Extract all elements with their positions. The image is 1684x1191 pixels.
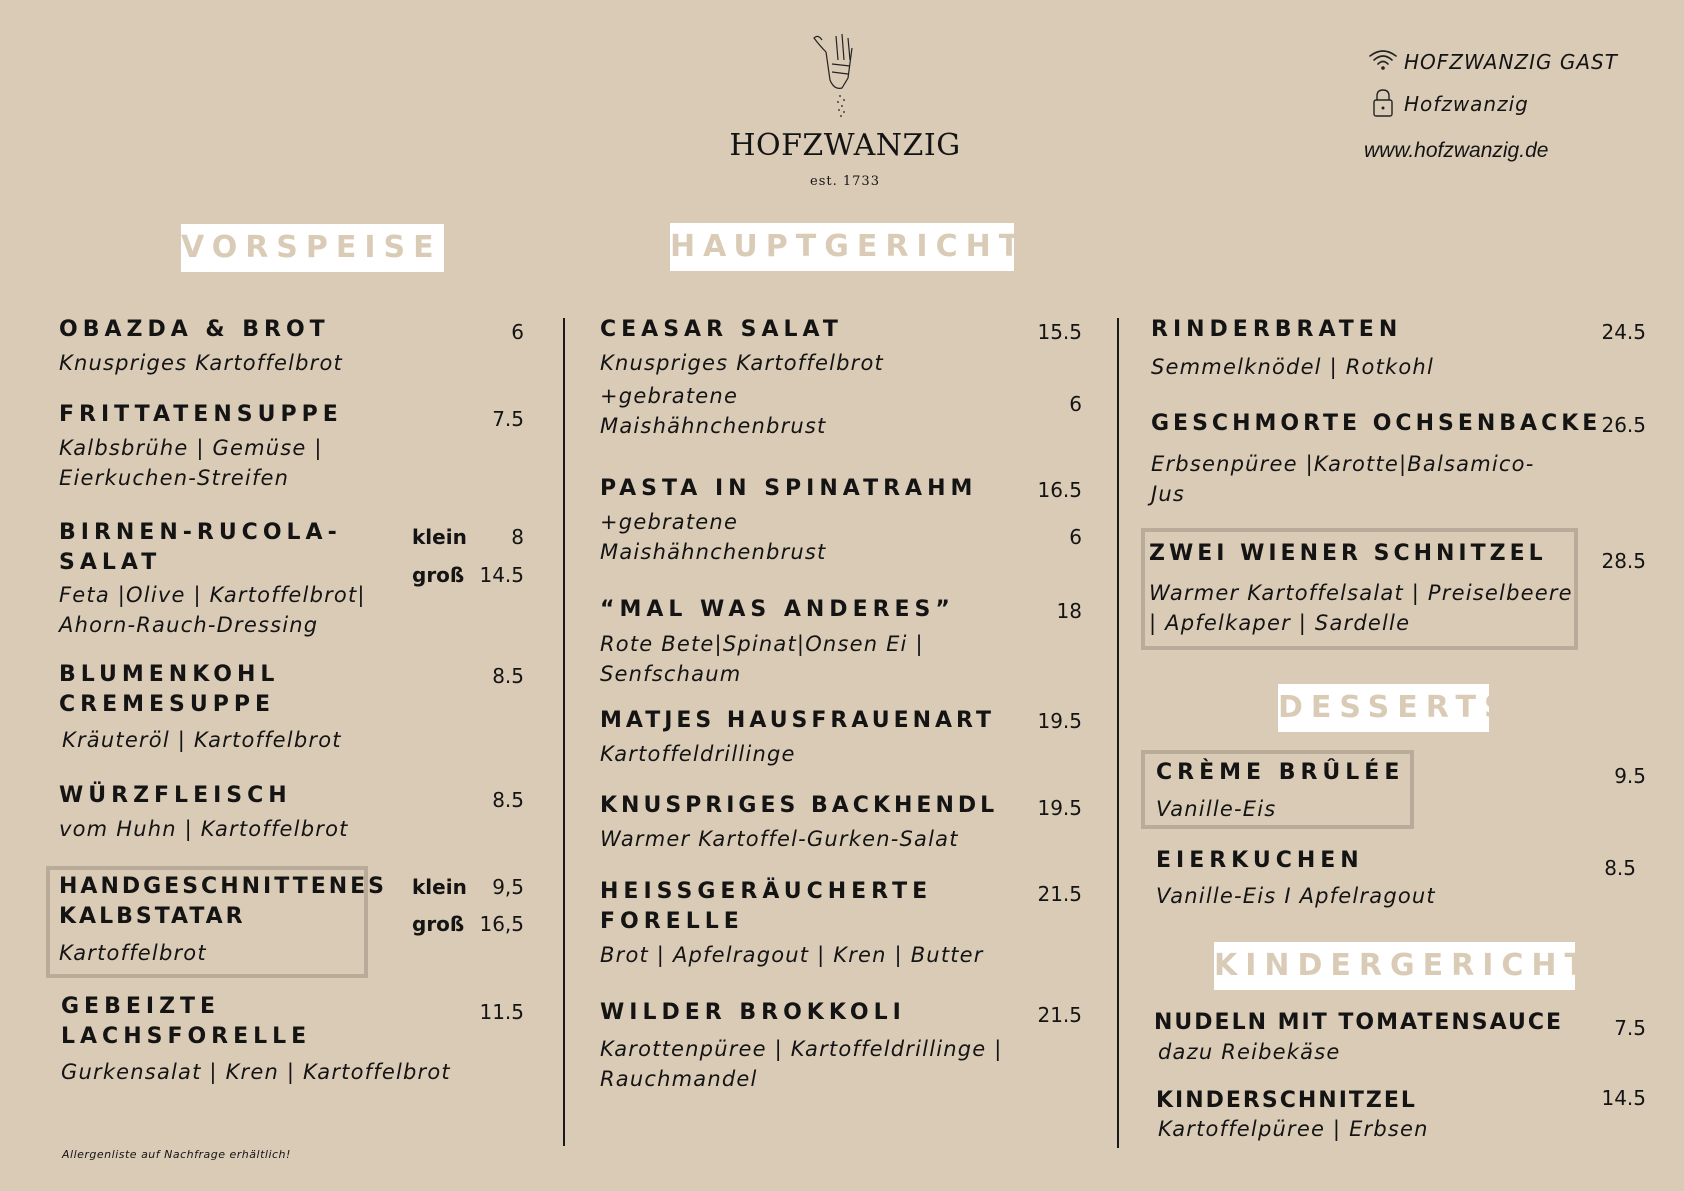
dish-name: RINDERBRATEN: [1151, 317, 1403, 342]
dish-name: BLUMENKOHL: [59, 662, 280, 687]
dish-description: Kartoffelpüree | Erbsen: [1158, 1117, 1429, 1141]
size-label: klein: [412, 875, 467, 899]
dish-name: HANDGESCHNITTENES: [59, 874, 388, 899]
dish-price: 7.5: [492, 407, 524, 431]
dish-price: 8.5: [492, 664, 524, 688]
dish-price: 11.5: [479, 1000, 524, 1024]
dish-name: SALAT: [59, 550, 162, 575]
dish-description: | Apfelkaper | Sardelle: [1149, 611, 1411, 635]
dish-description: Feta |Olive | Kartoffelbrot|: [59, 583, 366, 607]
dish-name: WILDER BROKKOLI: [600, 1000, 906, 1025]
dish-description: Gurkensalat | Kren | Kartoffelbrot: [61, 1060, 451, 1084]
dish-description: Vanille-Eis: [1156, 797, 1277, 821]
dish-description: Erbsenpüree |Karotte|Balsamico-: [1151, 452, 1535, 476]
wifi-name: HOFZWANZIG GAST: [1404, 50, 1618, 74]
dish-description: Warmer Kartoffel-Gurken-Salat: [600, 827, 959, 851]
dish-name: CREMESUPPE: [59, 692, 276, 717]
dish-price: 26.5: [1601, 413, 1646, 437]
section-desserts: DESSERTS: [1278, 684, 1489, 732]
size-label: groß: [412, 563, 465, 587]
dish-description: Kräuteröl | Kartoffelbrot: [62, 728, 342, 752]
dish-name: HEISSGERÄUCHERTE: [600, 879, 933, 904]
dish-description: Senfschaum: [600, 662, 742, 686]
lock-icon: [1372, 88, 1394, 118]
dish-description: Jus: [1151, 482, 1186, 506]
dish-description: Brot | Apfelragout | Kren | Butter: [600, 943, 984, 967]
dish-name: KNUSPRIGES BACKHENDL: [600, 793, 999, 818]
dish-price: 9,5: [492, 875, 524, 899]
dish-description: vom Huhn | Kartoffelbrot: [59, 817, 349, 841]
dish-price: 19.5: [1037, 796, 1082, 820]
dish-price: 21.5: [1037, 882, 1082, 906]
dish-extra: +gebratene: [600, 510, 739, 534]
extra-price: 6: [1069, 392, 1082, 416]
size-label: klein: [412, 525, 467, 549]
hand-salt-logo-icon: [808, 30, 868, 118]
dish-description: Rote Bete|Spinat|Onsen Ei |: [600, 632, 924, 656]
dish-description: Semmelknödel | Rotkohl: [1151, 355, 1434, 379]
dish-description: dazu Reibekäse: [1158, 1040, 1341, 1064]
dish-price: 8: [511, 525, 524, 549]
dish-price: 9.5: [1614, 764, 1646, 788]
dish-price: 6: [511, 320, 524, 344]
dish-price: 21.5: [1037, 1003, 1082, 1027]
wifi-icon: [1368, 48, 1398, 72]
dish-description: Karottenpüree | Kartoffeldrillinge |: [600, 1037, 1003, 1061]
dish-price: 15.5: [1037, 320, 1082, 344]
dish-price: 8.5: [1604, 856, 1636, 880]
dish-name: FORELLE: [600, 909, 744, 934]
dish-extra: Maishähnchenbrust: [600, 414, 827, 438]
dish-name: CEASAR SALAT: [600, 317, 843, 342]
section-vorspeisen: VORSPEISEN: [181, 224, 444, 272]
dish-name: CRÈME BRÛLÉE: [1156, 760, 1405, 785]
dish-extra: Maishähnchenbrust: [600, 540, 827, 564]
allergen-note: Allergenliste auf Nachfrage erhältlich!: [62, 1148, 291, 1161]
dish-price: 24.5: [1601, 320, 1646, 344]
wifi-password: Hofzwanzig: [1404, 92, 1529, 116]
dish-extra: +gebratene: [600, 384, 739, 408]
dish-price: 19.5: [1037, 709, 1082, 733]
dish-name: KALBSTATAR: [59, 904, 246, 929]
dish-name: “MAL WAS ANDERES”: [600, 597, 955, 622]
section-hauptgerichte: HAUPTGERICHTE: [670, 223, 1014, 271]
dish-description: Rauchmandel: [600, 1067, 758, 1091]
dish-description: Kartoffeldrillinge: [600, 742, 796, 766]
brand-name: HOFZWANZIG: [729, 128, 961, 163]
dish-name: GESCHMORTE OCHSENBACKE: [1151, 411, 1602, 436]
dish-name: BIRNEN-RUCOLA-: [59, 520, 342, 545]
dish-description: Eierkuchen-Streifen: [59, 466, 290, 490]
dish-description: Ahorn-Rauch-Dressing: [59, 613, 319, 637]
dish-name: FRITTATENSUPPE: [59, 402, 343, 427]
dish-description: Kartoffelbrot: [59, 941, 207, 965]
dish-price: 28.5: [1601, 549, 1646, 573]
dish-description: Vanille-Eis I Apfelragout: [1156, 884, 1436, 908]
dish-price: 18: [1056, 599, 1082, 623]
dish-description: Knuspriges Kartoffelbrot: [600, 351, 884, 375]
dish-name: MATJES HAUSFRAUENART: [600, 708, 996, 733]
column-divider-right: [1117, 318, 1119, 1148]
size-label: groß: [412, 912, 465, 936]
dish-description: Kalbsbrühe | Gemüse |: [59, 436, 323, 460]
dish-name: ZWEI WIENER SCHNITZEL: [1149, 541, 1547, 566]
dish-name: EIERKUCHEN: [1156, 848, 1364, 873]
dish-name: OBAZDA & BROT: [59, 317, 330, 342]
website-link[interactable]: www.hofzwanzig.de: [1364, 139, 1549, 162]
dish-description: Knuspriges Kartoffelbrot: [59, 351, 343, 375]
dish-name: WÜRZFLEISCH: [59, 783, 292, 808]
dish-name: LACHSFORELLE: [61, 1024, 312, 1049]
dish-name: GEBEIZTE: [61, 994, 221, 1019]
column-divider-left: [563, 318, 565, 1146]
dish-price: 14.5: [479, 563, 524, 587]
dish-price: 16.5: [1037, 478, 1082, 502]
section-kindergerichte: KINDERGERICHTE: [1214, 942, 1575, 990]
dish-price: 16,5: [479, 912, 524, 936]
dish-name: KINDERSCHNITZEL: [1156, 1088, 1417, 1113]
dish-price: 7.5: [1614, 1016, 1646, 1040]
dish-name: PASTA IN SPINATRAHM: [600, 476, 978, 501]
extra-price: 6: [1069, 525, 1082, 549]
dish-price: 14.5: [1601, 1086, 1646, 1110]
dish-price: 8.5: [492, 788, 524, 812]
established-year: est. 1733: [810, 174, 880, 189]
dish-name: NUDELN MIT TOMATENSAUCE: [1154, 1010, 1563, 1035]
dish-description: Warmer Kartoffelsalat | Preiselbeere: [1149, 581, 1573, 605]
